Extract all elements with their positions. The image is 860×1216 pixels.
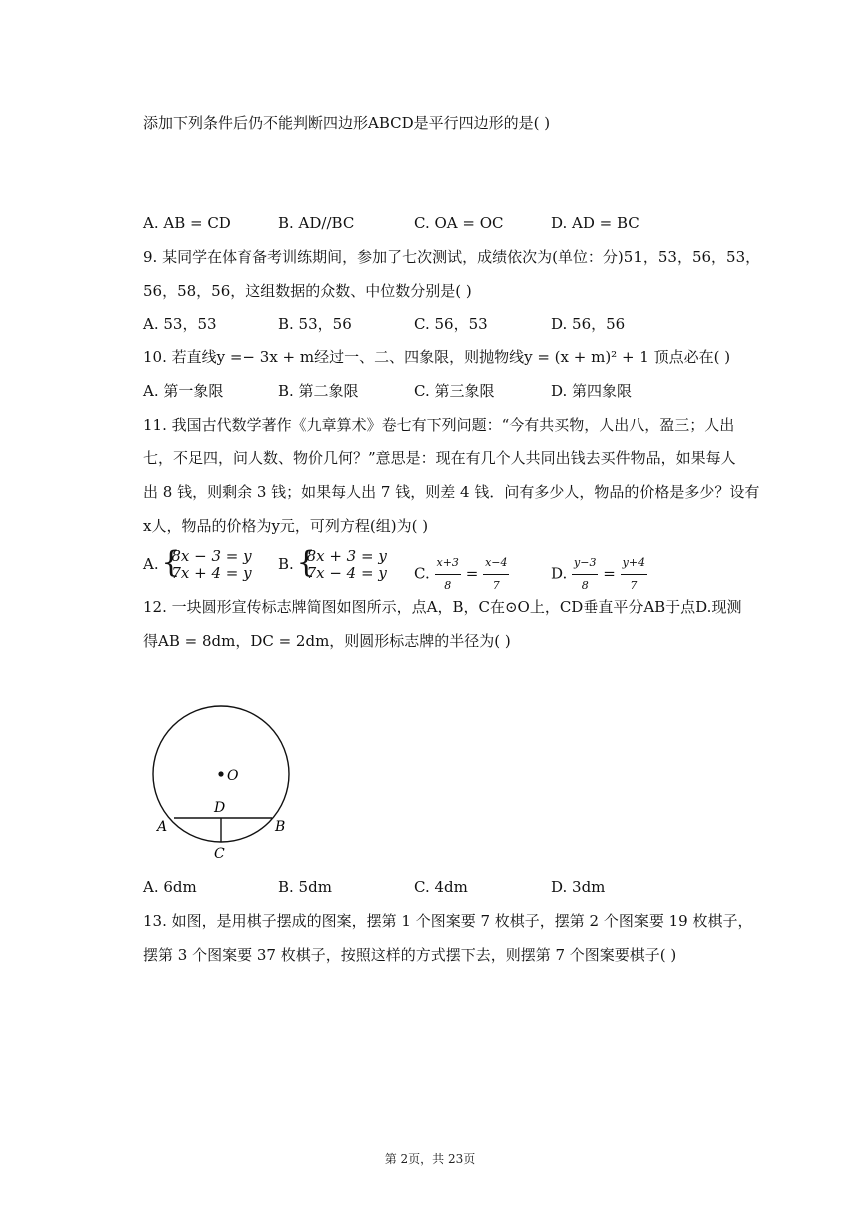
q9-line-2: 56，58，56，这组数据的众数、中位数分别是( ) — [143, 282, 472, 300]
q11-option-b-eq1: 8x + 3 = y — [306, 547, 387, 565]
label-o: O — [227, 768, 239, 784]
q9-option-a: A. 53，53 — [143, 315, 217, 333]
q11-option-c — [414, 552, 509, 597]
q11-option-c-fraction-2 — [483, 552, 509, 597]
q11-line-2: 七，不足四，问人数、物价几何？”意思是：现在有几个人共同出钱去买件物品，如果每人 — [143, 449, 736, 467]
q8-option-b: B. AD//BC — [278, 214, 355, 232]
q11-option-b-eq2: 7x − 4 = y — [306, 564, 387, 582]
brace-icon: { — [161, 545, 181, 580]
page-number-footer: 第 2页，共 23页 — [384, 1152, 476, 1166]
q11-option-b-system — [296, 545, 387, 582]
q11-line-1: 11. 我国古代数学著作《九章算术》卷七有下列问题：“今有共买物，人出八，盈三；人出 — [143, 416, 735, 434]
q10-option-d: D. 第四象限 — [551, 382, 633, 400]
equals-sign: = — [603, 564, 616, 583]
label-c: C — [214, 846, 225, 862]
q11-option-c-label: C. — [414, 564, 430, 583]
q12-option-c: C. 4dm — [414, 878, 468, 896]
fraction-denominator: 7 — [492, 579, 500, 592]
q11-option-c-fraction-1 — [435, 552, 461, 597]
q11-option-a-system — [161, 545, 252, 582]
fraction-numerator: x−4 — [483, 552, 509, 575]
fraction-numerator: x+3 — [435, 552, 461, 575]
q12-line-1: 12. 一块圆形宣传标志牌简图如图所示，点A，B，C在⊙O上，CD垂直平分AB于点D.现测 — [143, 598, 742, 616]
fraction-denominator: 7 — [630, 579, 638, 592]
q12-option-b: B. 5dm — [278, 878, 332, 896]
q11-option-b — [278, 545, 387, 582]
q11-option-d-fraction-1 — [572, 552, 598, 597]
q8-option-c: C. OA = OC — [414, 214, 504, 232]
q12-option-d: D. 3dm — [551, 878, 606, 896]
fraction-denominator: 8 — [444, 579, 452, 592]
q13-line-2: 摆第 3 个图案要 37 枚棋子，按照这样的方式摆下去，则摆第 7 个图案要棋子( ) — [143, 946, 677, 964]
label-b: B — [275, 819, 286, 835]
q12-option-a: A. 6dm — [143, 878, 197, 896]
q10-line-1: 10. 若直线y =− 3x + m经过一、二、四象限，则抛物线y = (x + m)² + 1 顶点必在( ) — [143, 348, 731, 366]
q11-option-a-eq1: 8x − 3 = y — [171, 547, 252, 565]
q9-option-b: B. 53，56 — [278, 315, 352, 333]
q8-option-d: D. AD = BC — [551, 214, 640, 232]
label-a: A — [157, 819, 168, 835]
q11-option-a-eq2: 7x + 4 = y — [171, 564, 252, 582]
q9-line-1: 9. 某同学在体育备考训练期间，参加了七次测试，成绩依次为(单位：分)51，53，56，53， — [143, 248, 761, 266]
q10-option-b: B. 第二象限 — [278, 382, 359, 400]
q8-option-a: A. AB = CD — [143, 214, 231, 232]
q9-option-c: C. 56，53 — [414, 315, 488, 333]
q13-line-1: 13. 如图，是用棋子摆成的图案，摆第 1 个图案要 7 枚棋子，摆第 2 个图案要 19 枚棋子， — [143, 912, 753, 930]
label-d: D — [214, 800, 226, 816]
q11-line-3: 出 8 钱，则剩余 3 钱；如果每人出 7 钱，则差 4 钱．问有多少人，物品的价格是多少？设有 — [143, 483, 760, 501]
fraction-numerator: y−3 — [572, 552, 598, 575]
fraction-denominator: 8 — [581, 579, 589, 592]
q10-option-a: A. 第一象限 — [143, 382, 224, 400]
q9-option-d: D. 56，56 — [551, 315, 626, 333]
equals-sign: = — [465, 564, 479, 583]
q12-line-2: 得AB = 8dm，DC = 2dm，则圆形标志牌的半径为( ) — [143, 632, 511, 650]
q11-option-b-label: B. — [278, 555, 294, 573]
circle-figure — [140, 698, 320, 868]
q8-stem: 添加下列条件后仍不能判断四边形ABCD是平行四边形的是( ) — [143, 114, 551, 132]
brace-icon: { — [296, 545, 316, 580]
q11-option-d-fraction-2 — [621, 552, 647, 597]
q11-line-4: x人，物品的价格为y元，可列方程(组)为( ) — [143, 517, 429, 535]
q11-option-d — [551, 552, 647, 597]
q11-option-d-label: D. — [551, 564, 568, 583]
fraction-numerator: y+4 — [621, 552, 647, 575]
center-point — [218, 771, 223, 776]
q11-option-a-label: A. — [143, 555, 159, 573]
q10-option-c: C. 第三象限 — [414, 382, 495, 400]
q11-option-a — [143, 545, 252, 582]
